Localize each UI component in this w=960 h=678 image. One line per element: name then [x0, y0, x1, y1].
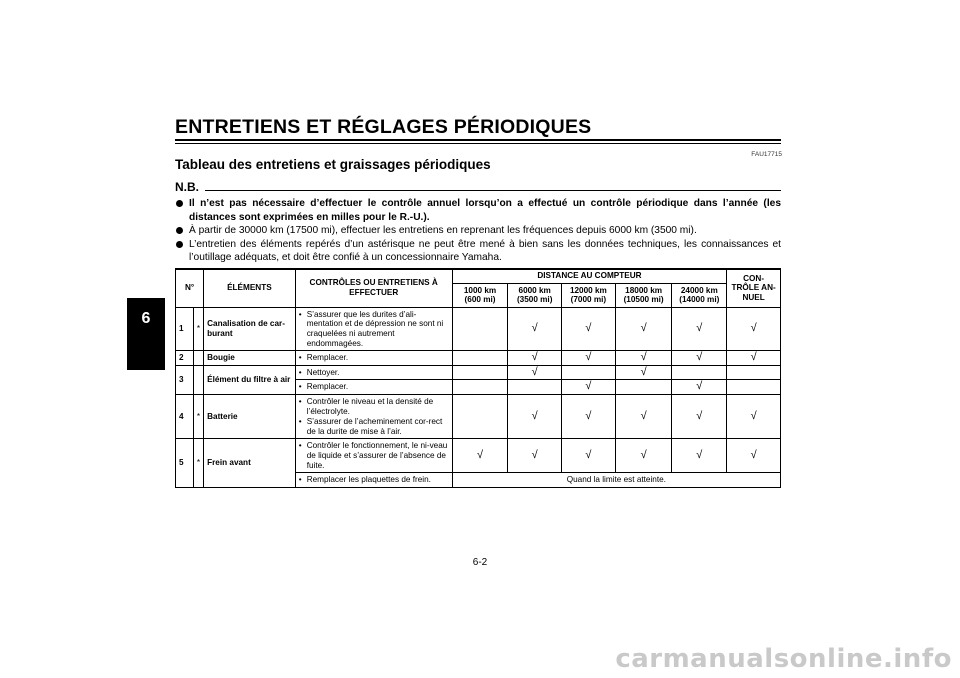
bullet-dot-icon [176, 241, 183, 248]
dealer-star [193, 365, 203, 394]
operation-cell [295, 365, 452, 380]
note-block [175, 180, 781, 270]
cell-empty [452, 380, 508, 395]
check-mark: √ [615, 439, 672, 473]
check-mark: √ [508, 307, 562, 350]
operation-text: • Remplacer. [299, 353, 449, 363]
check-mark: √ [508, 365, 562, 380]
bullet-dot-icon [176, 227, 183, 234]
check-mark: √ [562, 351, 616, 366]
header-num: N° [176, 269, 204, 308]
element-name: Élément du filtre à air [204, 365, 296, 394]
operation-text: • Nettoyer. [299, 368, 449, 378]
row-number: 1 [176, 307, 194, 350]
header-elements: ÉLÉMENTS [204, 269, 296, 308]
cell-empty [452, 365, 508, 380]
check-mark: √ [508, 394, 562, 438]
title-rule [175, 139, 781, 141]
operation-cell [295, 380, 452, 395]
operation-text: • Contrôler le niveau et la densité de l’électrolyte. [299, 397, 449, 416]
cell-empty [672, 365, 727, 380]
element-name: Frein avant [204, 439, 296, 487]
note-text: L’entretien des éléments repérés d’un astérisque ne peut être mené à bien sans les données techniques, les connaissances et l’outillage adéquats, et doit être confié à un concessionnaire Yamaha. [189, 238, 781, 264]
cell-empty [452, 394, 508, 438]
row-number: 4 [176, 394, 194, 438]
check-mark: √ [452, 439, 508, 473]
interval-header: 18000 km (10500 mi) [615, 283, 672, 307]
check-mark: √ [508, 351, 562, 366]
check-mark: √ [727, 394, 781, 438]
check-mark: √ [672, 307, 727, 350]
header-controls: CONTRÔLES OU ENTRETIENS À EFFECTUER [295, 269, 452, 308]
operation-text: • Contrôler le fonctionnement, le ni-veau de liquide et s’assurer de l’absence de fuite. [299, 441, 449, 470]
check-mark: √ [562, 380, 616, 395]
bullet-dot-icon [176, 200, 183, 207]
table-row [176, 394, 781, 438]
table-row [176, 351, 781, 366]
check-mark: √ [615, 351, 672, 366]
cell-empty [727, 380, 781, 395]
operation-text: • S’assurer que les durites d’ali-mentation et de dépression ne sont ni craquelées ni autrement endommagées. [299, 310, 449, 348]
dealer-star [193, 351, 203, 366]
operation-text: • Remplacer les plaquettes de frein. [299, 475, 449, 485]
check-mark: √ [672, 351, 727, 366]
interval-header: 1000 km (600 mi) [452, 283, 508, 307]
cell-empty [727, 365, 781, 380]
chapter-tab[interactable]: 6 [127, 298, 165, 370]
cell-empty [508, 380, 562, 395]
table-row [176, 307, 781, 350]
cell-empty [452, 351, 508, 366]
maintenance-table [175, 268, 781, 488]
row-number: 5 [176, 439, 194, 487]
check-mark: √ [562, 307, 616, 350]
page-number: 6-2 [472, 557, 488, 568]
element-name: Batterie [204, 394, 296, 438]
operation-text: • S’assurer de l’acheminement cor-rect de la durite de mise à l’air. [299, 417, 449, 436]
operation-cell [295, 473, 452, 488]
dealer-star: * [193, 307, 203, 350]
header-annual: CON-TRÔLE AN-NUEL [727, 269, 781, 308]
note-label: N.B. [175, 180, 199, 194]
check-mark: √ [672, 380, 727, 395]
operation-cell [295, 439, 452, 473]
note-item [175, 238, 781, 265]
check-mark: √ [508, 439, 562, 473]
check-mark: √ [727, 351, 781, 366]
operation-text: • Remplacer. [299, 382, 449, 392]
dealer-star: * [193, 439, 203, 487]
section-title: Tableau des entretiens et graissages périodiques [175, 157, 491, 172]
dealer-star: * [193, 394, 203, 438]
element-name: Canalisation de car-burant [204, 307, 296, 350]
reference-code: FAU17715 [751, 151, 782, 158]
check-mark: √ [615, 394, 672, 438]
table-row [176, 365, 781, 380]
check-mark: √ [672, 439, 727, 473]
check-mark: √ [562, 394, 616, 438]
row-number: 2 [176, 351, 194, 366]
note-header [175, 180, 781, 194]
replace-condition: Quand la limite est atteinte. [452, 473, 780, 488]
title-rule-thin [175, 143, 781, 144]
note-text: Il n’est pas nécessaire d’effectuer le contrôle annuel lorsqu’on a effectué un contrôle périodique dans l’année (les distances sont exprimées en milles pour le R.-U.). [189, 198, 781, 223]
interval-header: 12000 km (7000 mi) [562, 283, 616, 307]
row-number: 3 [176, 365, 194, 394]
note-rule [205, 190, 781, 191]
check-mark: √ [615, 365, 672, 380]
watermark: carmanualsonline.info [615, 644, 952, 674]
note-text: À partir de 30000 km (17500 mi), effectuer les entretiens en reprenant les fréquences depuis 6000 km (3500 mi). [189, 225, 697, 237]
note-item [175, 197, 781, 224]
check-mark: √ [615, 307, 672, 350]
operation-cell [295, 351, 452, 366]
page-title: ENTRETIENS ET RÉGLAGES PÉRIODIQUES [175, 116, 592, 138]
note-item [175, 224, 781, 238]
check-mark: √ [672, 394, 727, 438]
cell-empty [562, 365, 616, 380]
interval-header: 24000 km (14000 mi) [672, 283, 727, 307]
check-mark: √ [727, 307, 781, 350]
note-list [175, 197, 781, 265]
element-name: Bougie [204, 351, 296, 366]
cell-empty [615, 380, 672, 395]
table-row [176, 439, 781, 473]
table-header-row [176, 269, 781, 284]
operation-cell [295, 307, 452, 350]
check-mark: √ [562, 439, 616, 473]
interval-header: 6000 km (3500 mi) [508, 283, 562, 307]
cell-empty [452, 307, 508, 350]
operation-cell [295, 394, 452, 438]
check-mark: √ [727, 439, 781, 473]
header-distance: DISTANCE AU COMPTEUR [452, 269, 726, 284]
